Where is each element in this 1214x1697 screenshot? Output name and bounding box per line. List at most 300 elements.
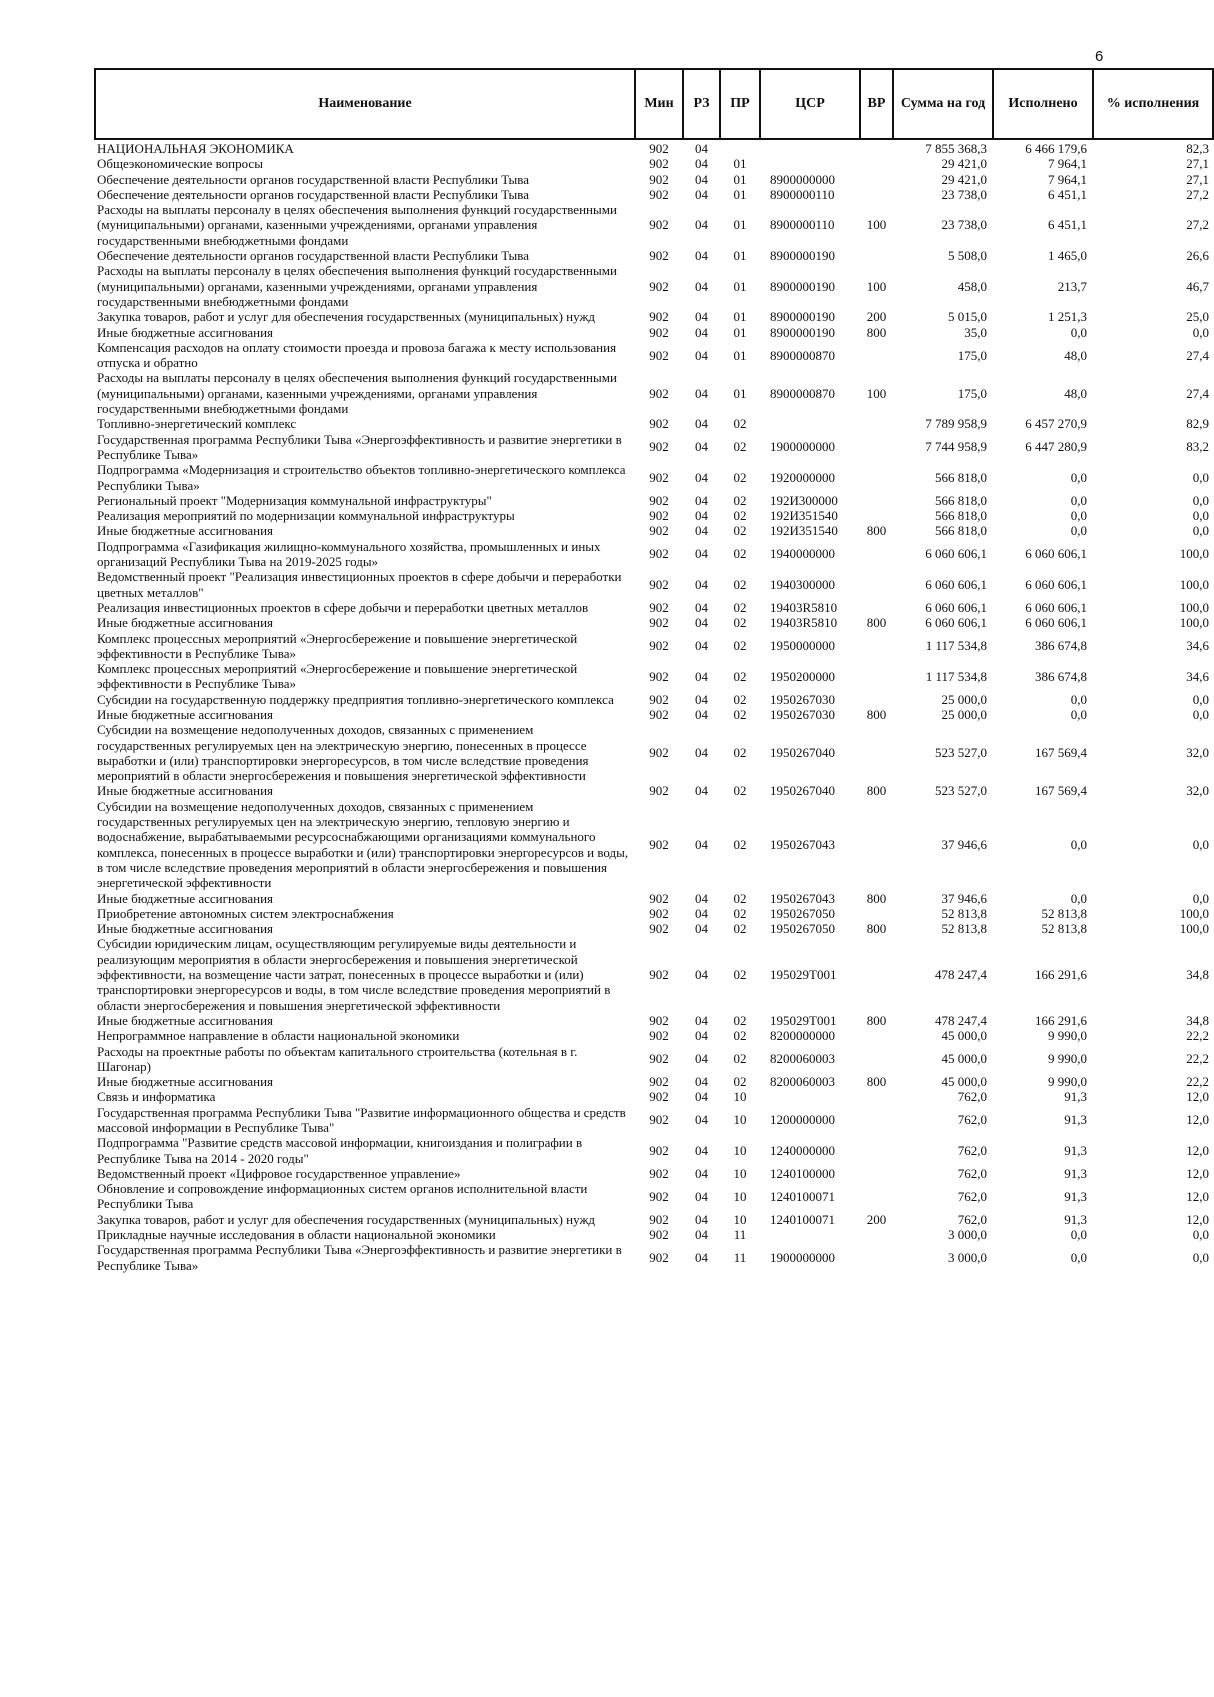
row-sum: 52 813,8 [941,921,987,937]
table-row [95,1044,1213,1075]
row-pr: 02 [733,576,747,592]
row-done: 91,3 [1064,1211,1087,1227]
row-name: Подпрограмма "Развитие средств массовой информации, книгоиздания и полиграфии в Республике Тыва на 2014 - 2020 годы" [97,1135,583,1166]
row-name: Государственная программа Республики Тыва «Энергоэффективность и развитие энергетики в Республике Тыва» [97,431,622,462]
row-rz: 04 [695,1142,708,1158]
row-csr: 1920000000 [770,469,835,485]
row-sum: 29 421,0 [941,156,987,172]
row-rz: 04 [695,439,708,455]
row-pr: 11 [733,1227,747,1243]
row-pr: 02 [733,523,747,539]
row-rz: 04 [695,1227,708,1243]
row-sum: 762,0 [957,1211,987,1227]
table-row [95,692,1213,707]
row-done: 166 291,6 [1035,1012,1087,1028]
row-name: Ведомственный проект «Цифровое государственное управление» [97,1165,461,1181]
row-min: 902 [649,691,669,707]
row-min: 902 [649,668,669,684]
row-vr [860,172,893,187]
row-done: 0,0 [1070,469,1087,485]
table-row [95,325,1213,340]
row-min: 902 [649,469,669,485]
row-csr [760,139,860,156]
row-pct: 12,0 [1186,1089,1209,1105]
row-sum: 175,0 [957,385,987,401]
row-sum: 37 946,6 [941,837,987,852]
row-sum: 45 000,0 [941,1028,987,1044]
row-rz: 04 [695,347,708,363]
row-pr: 02 [733,745,747,761]
row-done: 6 060 606,1 [1025,599,1087,615]
row-csr: 1950267050 [770,921,835,937]
table-body [95,139,1213,1273]
row-csr: 19403R5810 [770,599,838,615]
row-min: 902 [649,1051,669,1067]
row-vr [860,416,893,431]
table-row [95,523,1213,538]
row-min: 902 [649,523,669,539]
row-csr: 192И300000 [770,492,838,508]
row-pct: 0,0 [1192,523,1209,539]
row-pr: 01 [733,186,747,202]
row-min: 902 [649,1112,669,1128]
row-pct: 27,2 [1186,217,1209,233]
row-done: 48,0 [1064,385,1087,401]
row-csr: 192И351540 [770,508,838,524]
row-pct: 27,4 [1186,347,1209,363]
row-min: 902 [649,576,669,592]
row-csr: 1240100071 [770,1188,835,1204]
row-name: Закупка товаров, работ и услуг для обеспечения государственных (муниципальных) нужд [97,1211,596,1227]
row-name: Расходы на проектные работы по объектам капитального строительства (котельная в г. Шагонар) [97,1043,578,1074]
row-pr: 01 [733,217,747,233]
row-vr: 100 [866,385,887,401]
row-min: 902 [649,385,669,401]
row-name: Расходы на выплаты персоналу в целях обеспечения выполнения функций государственными (муниципальными) органами, казенными учреждениями, органами управления государственными внебюджетными фондами [97,202,617,248]
row-pr: 02 [733,967,747,983]
row-name: Реализация инвестиционных проектов в сфере добычи и переработки цветных металлов [97,599,589,615]
row-name: Ведомственный проект "Реализация инвестиционных проектов в сфере добычи и переработки цветных металлов" [97,569,622,600]
row-name: Прикладные научные исследования в области национальной экономики [97,1227,496,1243]
row-done: 9 990,0 [1048,1028,1087,1044]
row-vr [860,936,893,1012]
row-pr: 02 [733,691,747,707]
row-sum: 762,0 [957,1142,987,1158]
row-done: 52 813,8 [1041,905,1087,921]
table-row [95,1105,1213,1136]
row-done: 52 813,8 [1041,921,1087,937]
row-pct: 0,0 [1192,469,1209,485]
row-sum: 25 000,0 [941,691,987,707]
row-csr: 8900000190 [770,309,835,325]
row-pct: 0,0 [1192,1227,1209,1243]
row-min: 902 [649,890,669,906]
row-pct: 12,0 [1186,1188,1209,1204]
header-vr: ВР [860,69,893,139]
row-vr [860,1089,893,1104]
row-sum: 6 060 606,1 [925,615,987,631]
row-sum: 7 744 958,9 [925,439,987,455]
table-header [95,69,1213,139]
row-vr: 100 [866,217,887,233]
row-done: 7 964,1 [1048,171,1087,187]
row-name: Иные бюджетные ассигнования [97,706,274,722]
row-done: 167 569,4 [1035,783,1087,799]
row-pr: 01 [733,385,747,401]
row-csr: 1900000000 [770,439,835,455]
row-pct: 100,0 [1179,599,1209,615]
row-pct: 100,0 [1179,615,1209,631]
header-min: Мин [635,69,683,139]
row-pct: 0,0 [1192,492,1209,508]
row-sum: 7 789 958,9 [925,416,987,432]
row-vr [860,1166,893,1181]
row-done: 0,0 [1070,324,1087,340]
row-csr: 8900000190 [770,248,835,264]
row-min: 902 [649,416,669,432]
row-sum: 762,0 [957,1089,987,1105]
row-done: 6 060 606,1 [1025,576,1087,592]
row-rz: 04 [695,1211,708,1227]
row-vr [860,722,893,783]
header-pct: % исполнения [1093,69,1213,139]
row-vr: 100 [866,278,887,294]
row-sum: 6 060 606,1 [925,576,987,592]
row-done: 386 674,8 [1035,638,1087,654]
row-pct: 32,0 [1186,745,1209,761]
row-rz: 04 [695,1012,708,1028]
table-row [95,891,1213,906]
row-min: 902 [649,837,669,852]
row-sum: 523 527,0 [935,745,987,761]
row-pr: 02 [733,1028,747,1044]
row-pct: 82,9 [1186,416,1209,432]
row-pr: 02 [733,599,747,615]
row-min: 902 [649,1188,669,1204]
table-row [95,1135,1213,1166]
row-vr: 200 [866,309,887,325]
table-row [95,340,1213,371]
table-row [95,661,1213,692]
row-vr [860,493,893,508]
row-vr: 800 [866,890,887,906]
row-pr: 02 [733,492,747,508]
row-rz: 04 [695,1188,708,1204]
row-rz: 04 [695,638,708,654]
row-rz: 04 [695,508,708,524]
row-sum: 523 527,0 [935,783,987,799]
row-done: 91,3 [1064,1142,1087,1158]
row-pr: 02 [733,921,747,937]
row-pct: 0,0 [1192,1250,1209,1266]
row-csr: 8900000870 [770,385,835,401]
row-csr: 1950267030 [770,691,835,707]
row-pr: 10 [733,1112,747,1128]
row-pr: 02 [733,508,747,524]
row-rz: 04 [695,492,708,508]
table-row [95,263,1213,309]
row-csr: 1950267040 [770,745,835,761]
row-pct: 0,0 [1192,508,1209,524]
row-rz: 04 [695,1089,708,1105]
table-row [95,202,1213,248]
row-csr [760,416,860,431]
table-row [95,600,1213,615]
row-pct: 27,1 [1186,171,1209,187]
row-pr: 10 [733,1188,747,1204]
row-name: Иные бюджетные ассигнования [97,324,274,340]
header-csr: ЦСР [760,69,860,139]
row-min: 902 [649,1250,669,1266]
header-name: Наименование [95,69,635,139]
row-csr: 1240000000 [770,1142,835,1158]
row-vr [860,539,893,570]
row-vr: 800 [866,615,887,631]
row-csr: 8200000000 [770,1028,835,1044]
row-done: 0,0 [1070,523,1087,539]
table-row [95,187,1213,202]
row-done: 0,0 [1070,890,1087,906]
row-sum: 566 818,0 [935,492,987,508]
row-min: 902 [649,638,669,654]
row-min: 902 [649,347,669,363]
row-vr [860,906,893,921]
row-rz: 04 [695,1165,708,1181]
row-vr [860,248,893,263]
row-vr: 800 [866,921,887,937]
row-sum: 23 738,0 [941,217,987,233]
row-name: Иные бюджетные ассигнования [97,1012,274,1028]
row-csr: 195029T001 [770,1012,837,1028]
row-min: 902 [649,278,669,294]
row-vr [860,600,893,615]
row-vr [860,569,893,600]
row-pct: 22,2 [1186,1051,1209,1067]
table-row [95,1074,1213,1089]
row-min: 902 [649,309,669,325]
row-min: 902 [649,615,669,631]
table-row [95,1181,1213,1212]
row-csr [760,1089,860,1104]
row-done: 0,0 [1070,691,1087,707]
table-row [95,1166,1213,1181]
row-min: 902 [649,1227,669,1243]
row-done: 213,7 [1057,278,1087,294]
row-done: 0,0 [1070,706,1087,722]
row-csr: 8900000110 [770,186,835,202]
row-name: Компенсация расходов на оплату стоимости проезда и провоза багажа к месту использования отпуска и обратно [97,339,617,371]
row-sum: 45 000,0 [941,1074,987,1090]
row-vr: 800 [866,1012,887,1028]
table-row [95,432,1213,463]
row-pr: 02 [733,546,747,562]
row-done: 6 447 280,9 [1025,439,1087,455]
row-name: Комплекс процессных мероприятий «Энергосбережение и повышение энергетической эффективности в Республике Тыва» [97,630,578,661]
row-min: 902 [649,171,669,187]
row-pr: 02 [733,890,747,906]
row-sum: 45 000,0 [941,1051,987,1067]
table-row [95,139,1213,156]
row-pct: 100,0 [1179,921,1209,937]
row-pr: 02 [733,905,747,921]
row-vr [860,187,893,202]
table-row [95,1242,1213,1273]
row-sum: 175,0 [957,347,987,363]
row-rz: 04 [695,141,708,156]
table-row [95,615,1213,630]
row-pr: 01 [733,278,747,294]
row-pct: 27,1 [1186,156,1209,172]
row-pr: 02 [733,668,747,684]
row-sum: 37 946,6 [941,890,987,906]
row-csr: 1940000000 [770,546,835,562]
row-done: 6 466 179,6 [1025,141,1087,156]
row-vr: 800 [866,324,887,340]
row-csr: 1950267043 [770,890,835,906]
row-rz: 04 [695,1250,708,1266]
row-sum: 478 247,4 [935,967,987,983]
header-sum: Сумма на год [893,69,993,139]
row-csr: 192И351540 [770,523,838,539]
row-min: 902 [649,1165,669,1181]
row-pr: 10 [733,1211,747,1227]
row-rz: 04 [695,1028,708,1044]
row-rz: 04 [695,309,708,325]
row-sum: 478 247,4 [935,1012,987,1028]
row-name: Расходы на выплаты персоналу в целях обеспечения выполнения функций государственными (муниципальными) органами, казенными учреждениями, органами управления государственными внебюджетными фондами [97,370,617,417]
row-pct: 0,0 [1192,324,1209,340]
row-name: Субсидии на возмещение недополученных доходов, связанных с применением государственных регулируемых цен на электрическую энергию, тепловую энергию и водоснабжение, вырабатываемыми ресурсоснабжающими организациями коммунального комплекса, понесенных в процессе выработки и (или) транспортировки энергоресурсов и воды, в том числе вследствие проведения мероприятий в области энергосбережения и повышения энергетической эффективности [97,798,629,891]
row-done: 6 451,1 [1048,217,1087,233]
row-min: 902 [649,1089,669,1105]
row-pr: 01 [733,156,747,172]
row-pr: 01 [733,347,747,363]
budget-table-container [94,68,1212,1273]
row-done: 1 251,3 [1048,309,1087,325]
row-rz: 04 [695,156,708,172]
row-pr: 02 [733,1074,747,1090]
row-csr [760,1227,860,1242]
table-row [95,172,1213,187]
row-rz: 04 [695,416,708,432]
row-min: 902 [649,324,669,340]
table-row [95,248,1213,263]
row-sum: 566 818,0 [935,508,987,524]
row-name: Иные бюджетные ассигнования [97,615,274,631]
row-vr: 800 [866,1074,887,1090]
row-done: 91,3 [1064,1188,1087,1204]
row-vr [860,1227,893,1242]
table-row [95,416,1213,431]
row-pr: 02 [733,469,747,485]
row-rz: 04 [695,745,708,761]
row-name: Реализация мероприятий по модернизации коммунальной инфраструктуры [97,508,515,524]
row-pr: 02 [733,615,747,631]
row-min: 902 [649,186,669,202]
row-pct: 22,2 [1186,1074,1209,1090]
row-name: Иные бюджетные ассигнования [97,783,274,799]
row-min: 902 [649,141,669,156]
row-rz: 04 [695,523,708,539]
row-done: 6 060 606,1 [1025,546,1087,562]
row-rz: 04 [695,324,708,340]
row-csr: 1240100071 [770,1211,835,1227]
row-csr: 8900000110 [770,217,835,233]
row-name: Иные бюджетные ассигнования [97,1074,274,1090]
row-csr: 8900000190 [770,324,835,340]
row-min: 902 [649,439,669,455]
row-rz: 04 [695,248,708,264]
header-row [95,69,1213,139]
row-done: 0,0 [1070,492,1087,508]
row-sum: 35,0 [964,324,987,340]
row-sum: 29 421,0 [941,171,987,187]
row-rz: 04 [695,1112,708,1128]
row-sum: 52 813,8 [941,905,987,921]
row-vr [860,462,893,493]
row-name: Приобретение автономных систем электроснабжения [97,905,394,921]
row-sum: 7 855 368,3 [925,141,987,156]
table-row [95,707,1213,722]
row-min: 902 [649,248,669,264]
row-pct: 22,2 [1186,1028,1209,1044]
row-done: 1 465,0 [1048,248,1087,264]
row-csr: 1950267030 [770,706,835,722]
row-sum: 6 060 606,1 [925,546,987,562]
row-min: 902 [649,1142,669,1158]
row-vr [860,692,893,707]
row-csr: 8900000870 [770,347,835,363]
row-done: 0,0 [1070,508,1087,524]
row-rz: 04 [695,706,708,722]
row-vr: 800 [866,706,887,722]
row-csr: 8900000190 [770,278,835,294]
row-rz: 04 [695,469,708,485]
row-csr: 19403R5810 [770,615,838,631]
row-pr: 02 [733,783,747,799]
row-pct: 27,4 [1186,385,1209,401]
row-pr: 02 [733,1012,747,1028]
row-csr: 1200000000 [770,1112,835,1128]
row-vr [860,1028,893,1043]
row-name: Подпрограмма «Газификация жилищно-коммунального хозяйства, промышленных и иных организаций Республики Тыва на 2019-2025 годы» [97,538,601,570]
row-pct: 34,6 [1186,638,1209,654]
table-row [95,722,1213,783]
table-row [95,783,1213,798]
row-pct: 82,3 [1186,141,1209,156]
row-min: 902 [649,1074,669,1090]
row-rz: 04 [695,890,708,906]
table-row [95,1227,1213,1242]
row-min: 902 [649,1012,669,1028]
row-vr [860,1181,893,1212]
row-pr: 01 [733,171,747,187]
row-pct: 83,2 [1186,439,1209,455]
row-rz: 04 [695,385,708,401]
table-row [95,309,1213,324]
row-name: Закупка товаров, работ и услуг для обеспечения государственных (муниципальных) нужд [97,309,596,325]
row-sum: 762,0 [957,1165,987,1181]
table-row [95,1212,1213,1227]
row-pr: 10 [733,1165,747,1181]
row-pct: 26,6 [1186,248,1209,264]
row-min: 902 [649,1211,669,1227]
row-done: 386 674,8 [1035,668,1087,684]
row-pct: 0,0 [1192,837,1209,852]
row-rz: 04 [695,546,708,562]
row-pct: 34,6 [1186,668,1209,684]
row-csr: 1240100000 [770,1165,835,1181]
